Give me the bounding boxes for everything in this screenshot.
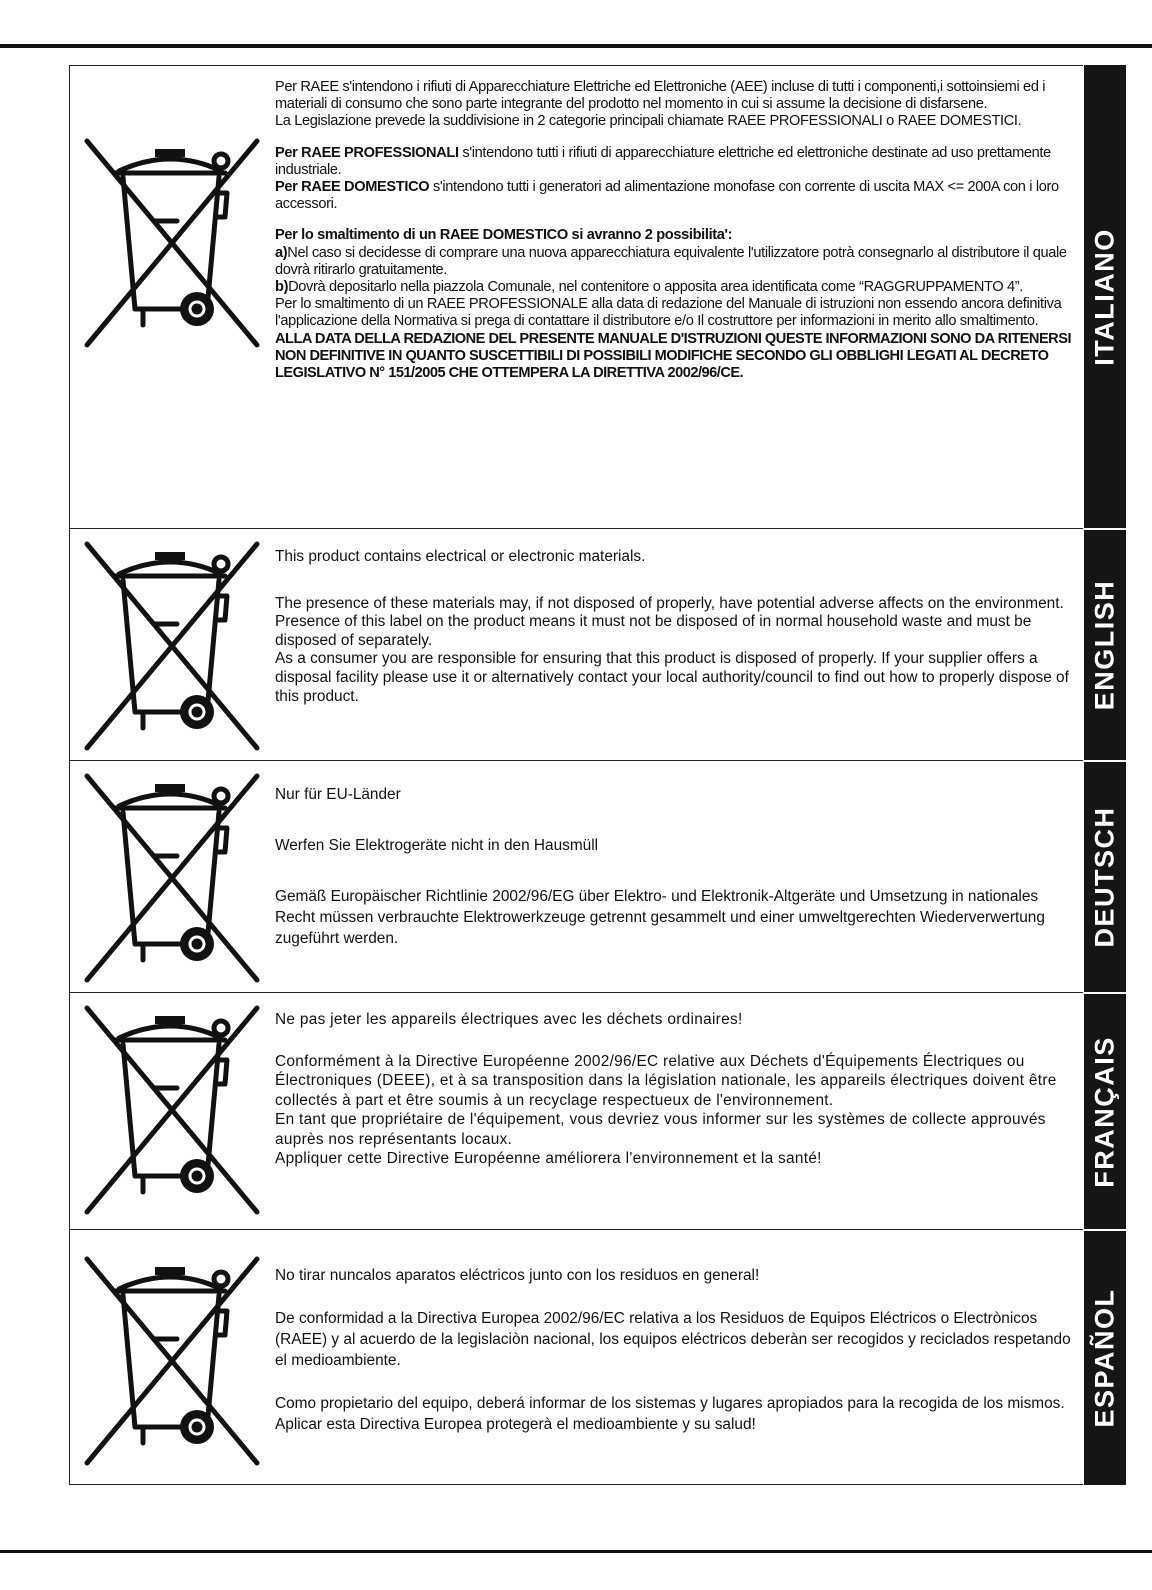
italiano-paragraph: Per RAEE s'intendono i rifiuti di Apparecchiature Elettriche ed Elettroniche (AEE) incluse di tutti i componenti,i sottoinsiemi ed i materiali di consumo che sono parte integrante del prodotto nel momento in cui si assume la decisione di disfarsene. bbox=[275, 79, 1046, 113]
deutsch-paragraph: Nur für EU-Länder bbox=[275, 786, 401, 803]
francais-paragraph: Conformément à la Directive Européenne 2002/96/EC relative aux Déchets d'Équipements Électriques ou Électroniques (DEEE), et à sa transposition dans la législation nationale, les appareils électriques doivent être collectés à part et être soumis à un recyclage respectueux de l'environnement. bbox=[275, 1052, 1057, 1109]
weee-bin-icon bbox=[79, 1000, 263, 1220]
section-english bbox=[69, 528, 1126, 760]
italiano-paragraph: Per lo smaltimento di un RAEE DOMESTICO si avranno 2 possibilita': bbox=[275, 227, 733, 244]
section-italiano bbox=[69, 65, 1126, 528]
deutsch-paragraph: Werfen Sie Elektrogeräte nicht in den Hausmüll bbox=[275, 837, 599, 854]
language-tab-deutsch: DEUTSCH bbox=[1084, 760, 1126, 992]
deutsch-paragraph: Gemäß Europäischer Richtlinie 2002/96/EG über Elektro- und Elektronik-Altgeräte und Umsetzung in nationales Recht müssen verbrauchte Elektrowerkzeuge getrennt gesammelt und einer umweltgerechten Wiederverwertung zugeführt werden. bbox=[275, 888, 1045, 947]
bottom-rule bbox=[0, 1550, 1152, 1553]
italiano-paragraph: Per RAEE PROFESSIONALI s'intendono tutti i rifiuti di apparecchiature elettriche ed elettroniche destinate ad uso prettamente industriale. bbox=[275, 144, 1051, 178]
italiano-text bbox=[275, 79, 1075, 382]
italiano-paragraph: b)Dovrà depositarlo nella piazzola Comunale, nel contenitore o apposita area identificata come “RAGGRUPPAMENTO 4”. bbox=[275, 279, 1023, 296]
section-deutsch bbox=[69, 760, 1126, 992]
weee-bin-icon bbox=[79, 1251, 263, 1471]
language-tab-italiano: ITALIANO bbox=[1084, 65, 1126, 528]
deutsch-text bbox=[275, 784, 1075, 949]
italiano-paragraph: La Legislazione prevede la suddivisione in 2 categorie principali chiamate RAEE PROFESSIONALI o RAEE DOMESTICI. bbox=[275, 113, 1022, 130]
language-tab-english: ENGLISH bbox=[1084, 528, 1126, 760]
italiano-paragraph: a)Nel caso si decidesse di comprare una nuova apparecchiatura equivalente l'utilizzatore potrà consegnarlo al distributore il quale dovrà ritirarlo gratuitamente. bbox=[275, 244, 1067, 278]
francais-text bbox=[275, 1010, 1075, 1169]
top-rule bbox=[0, 44, 1152, 48]
weee-bin-icon bbox=[79, 768, 263, 988]
francais-paragraph: Appliquer cette Directive Européenne améliorera l'environnement et la santé! bbox=[275, 1150, 822, 1167]
espanol-paragraph: Como propietario del equipo, deberá informar de los sistemas y lugares apropiados para la recogida de los mismos. bbox=[275, 1395, 1065, 1412]
english-text bbox=[275, 548, 1075, 706]
francais-paragraph: En tant que propriétaire de l'équipement, vous devriez vous informer sur les systèmes de collecte approuvés auprès nos représentants locaux. bbox=[275, 1111, 1046, 1148]
english-paragraph: This product contains electrical or electronic materials. bbox=[275, 548, 646, 565]
espanol-text bbox=[275, 1265, 1075, 1435]
espanol-paragraph: Aplicar esta Directiva Europea protegerà el medioambiente y su salud! bbox=[275, 1416, 756, 1433]
espanol-paragraph: No tirar nuncalos aparatos eléctricos junto con los residuos en general! bbox=[275, 1267, 760, 1284]
espanol-paragraph: De conformidad a la Directiva Europea 2002/96/EC relativa a los Residuos de Equipos Eléctricos o Electrònicos (RAEE) y al acuerdo de la legislaciòn nacional, los equipos eléctricos deberàn ser recogidos y reciclados respetando el medioambiente. bbox=[275, 1310, 1071, 1369]
section-espanol bbox=[69, 1229, 1126, 1485]
italiano-paragraph: Per RAEE DOMESTICO s'intendono tutti i generatori ad alimentazione monofase con corrente di uscita MAX <= 200A con i loro accessori. bbox=[275, 179, 1059, 213]
italiano-warning: ALLA DATA DELLA REDAZIONE DEL PRESENTE MANUALE D'ISTRUZIONI QUESTE INFORMAZIONI SONO DA RITENERSI NON DEFINITIVE IN QUANTO SUSCETTIBILI DI POSSIBILI MODIFICHE SECONDO GLI OBBLIGHI LEGATI AL DECRETO LEGISLATIVO N° 151/2005 CHE OTTEMPERA LA DIRETTIVA 2002/96/CE. bbox=[275, 330, 1072, 382]
italiano-paragraph: Per lo smaltimento di un RAEE PROFESSIONALE alla data di redazione del Manuale di istruzioni non essendo ancora definitiva l'applicazione della Normativa si prega di contattare il distributore e/o Il costruttore per informazioni in merito allo smaltimento. bbox=[275, 296, 1062, 330]
language-tab-francais: FRANÇAIS bbox=[1084, 992, 1126, 1229]
weee-bin-icon bbox=[79, 536, 263, 756]
language-tab-espanol: ESPAÑOL bbox=[1084, 1229, 1126, 1485]
francais-paragraph: Ne pas jeter les appareils électriques avec les déchets ordinaires! bbox=[275, 1011, 743, 1028]
disposal-information-sheet bbox=[69, 65, 1126, 1505]
english-paragraph: The presence of these materials may, if not disposed of properly, have potential adverse affects on the environment. Presence of this label on the product means it must not be disposed of in normal household waste and must be disposed of separately. bbox=[275, 594, 1064, 649]
weee-bin-icon bbox=[79, 133, 263, 353]
section-francais bbox=[69, 992, 1126, 1229]
english-paragraph: As a consumer you are responsible for ensuring that this product is disposed of properly. If your supplier offers a disposal facility please use it or alternatively contact your local authority/council to find out how to properly dispose of this product. bbox=[275, 650, 1069, 705]
